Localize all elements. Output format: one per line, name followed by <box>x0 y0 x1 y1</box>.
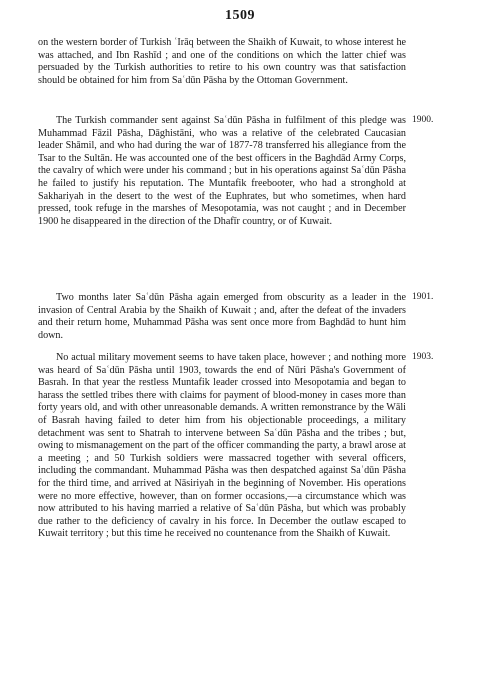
page-number: 1509 <box>225 8 255 23</box>
paragraph-1903: No actual military movement seems to have taken place, however ; and nothing more was heard of Saʿdūn Pāsha until 1903, towards the end of Nūri Pāsha's Government of Basrah. In that year the restless Muntafik leader crossed into Mesopotamia and began to harass the settled tribes there with claims for payment of blood-money in cases more than forty years old, and with other unreasonable demands. A written remonstrance by the Wāli of Basrah having failed to deter him from his objectionable proceedings, a military detachment was sent to Shatrah to intervene between Saʿdūn Pāsha and the tribes ; but, owing to mismanagement on the part of the officer commanding the party, a brawl arose at a meeting ; and 50 Turkish soldiers were massacred together with several officers, including the commandant. Muhammad Pāsha was then despatched against Saʿdūn Pāsha for the third time, and arrived at Nāsiriyah in the beginning of November. His operations were no more effective, however, than on former occasions,—a circumstance which was now attributed to his having married a relative of Saʿdūn Pāsha, but which was probably due rather to the deficiency of cavalry in his force. In December the outlaw escaped to Kuwait territory ; but this time he received no countenance from the Shaikh of Kuwait. <box>38 352 406 540</box>
margin-year-1901: 1901. <box>412 292 434 302</box>
paragraph-1900: The Turkish commander sent against Saʿdūn Pāsha in fulfilment of this pledge was Muhammad Fāzil Pāsha, Dāghistāni, who was a relative of the celebrated Caucasian leader Shāmil, and who had during the war of 1877-78 transferred his allegiance from the Tsar to the Sultān. He was accounted one of the best officers in the Baghdād Army Corps, the cavalry of which were under his command ; but in his operations against Saʿdūn Pāsha he failed to justify his reputation. The Muntafik freebooter, who had a stronghold at Sakhariyah in the desert to the west of the Euphrates, but who sometimes, when hard pressed, took refuge in the marshes of Mesopotamia, was not caught ; and in December 1900 he disappeared in the direction of the Dhafīr country, or of Kuwait. <box>38 115 406 227</box>
paragraph-1901: Two months later Saʿdūn Pāsha again emerged from obscurity as a leader in the invasion of Central Arabia by the Shaikh of Kuwait ; and, after the defeat of the invaders and their return home, Muhammad Pāsha was sent once more from Baghdād to hunt him down. <box>38 292 406 341</box>
paragraph-continuation: on the western border of Turkish ʿIrāq between the Shaikh of Kuwait, to whose interest he was attached, and Ibn Rashīd ; and one of the conditions on which the latter chief was persuaded by the Turkish authorities to retire to his own country was that satisfaction should be obtained for him from Saʿdūn Pāsha by the Ottoman Government. <box>38 37 406 86</box>
margin-year-1900: 1900. <box>412 115 434 125</box>
margin-year-1903: 1903. <box>412 352 434 362</box>
